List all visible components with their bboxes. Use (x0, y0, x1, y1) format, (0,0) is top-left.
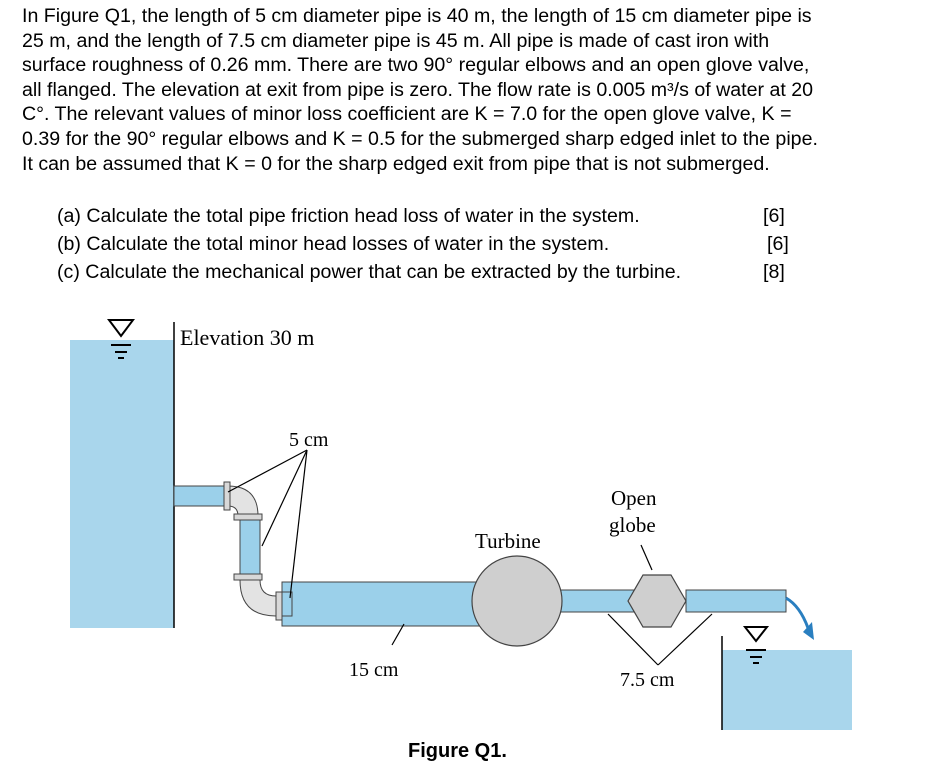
flow-arrow (786, 598, 808, 628)
flow-arrowhead (803, 622, 814, 640)
leader-lines (228, 450, 712, 665)
flange (276, 592, 282, 620)
flange (234, 514, 262, 520)
problem-line: In Figure Q1, the length of 5 cm diameter pipe is 40 m, the length of 15 cm diameter pipe is (22, 5, 812, 27)
problem-line: C°. The relevant values of minor loss coefficient are K = 7.0 for the open glove valve, K = (22, 103, 792, 126)
pipe-7-5cm-label: 7.5 cm (620, 669, 675, 691)
question-a-marks: [6] (763, 205, 785, 227)
elevation-label: Elevation 30 m (180, 325, 315, 350)
question-c: (c) Calculate the mechanical power that can be extracted by the turbine. (57, 261, 682, 283)
lower-reservoir (722, 650, 852, 730)
pipe-5cm-label: 5 cm (289, 429, 329, 451)
pipe-15cm-label: 15 cm (349, 659, 399, 681)
upper-reservoir (70, 340, 174, 628)
valve-label-open: Open (611, 486, 657, 510)
pipe-7-5cm-right (686, 590, 786, 612)
elbow-upper (228, 486, 258, 516)
turbine-label: Turbine (475, 529, 541, 553)
problem-line: surface roughness of 0.26 mm. There are two 90° regular elbows and an open glove valve, (22, 54, 810, 77)
problem-line: It can be assumed that K = 0 for the sharp edged exit from pipe that is not submerged. (22, 152, 770, 175)
problem-line: all flanged. The elevation at exit from pipe is zero. The flow rate is 0.005 m³/s of water at 20 (22, 78, 814, 101)
pipe-15cm (282, 582, 480, 626)
figure-caption: Figure Q1. (408, 740, 507, 762)
question-b-marks: [6] (767, 233, 789, 255)
valve-label-globe: globe (609, 513, 656, 537)
problem-line: 25 m, and the length of 7.5 cm diameter pipe is 45 m. All pipe is made of cast iron with (22, 29, 770, 52)
elbow-lower (240, 580, 276, 616)
globe-valve (628, 575, 686, 627)
problem-line: 0.39 for the 90° regular elbows and K = 0.5 for the submerged sharp edged inlet to the pipe. (22, 127, 818, 150)
flange (234, 574, 262, 580)
pipe-7-5cm-left (560, 590, 634, 612)
question-a: (a) Calculate the total pipe friction head loss of water in the system. (57, 205, 640, 227)
flange (224, 482, 230, 510)
question-b: (b) Calculate the total minor head losses of water in the system. (57, 233, 610, 255)
question-c-marks: [8] (763, 261, 785, 283)
pipe-5cm-vertical (240, 520, 260, 578)
turbine (472, 556, 562, 646)
pipe-5cm-horizontal (174, 486, 230, 506)
